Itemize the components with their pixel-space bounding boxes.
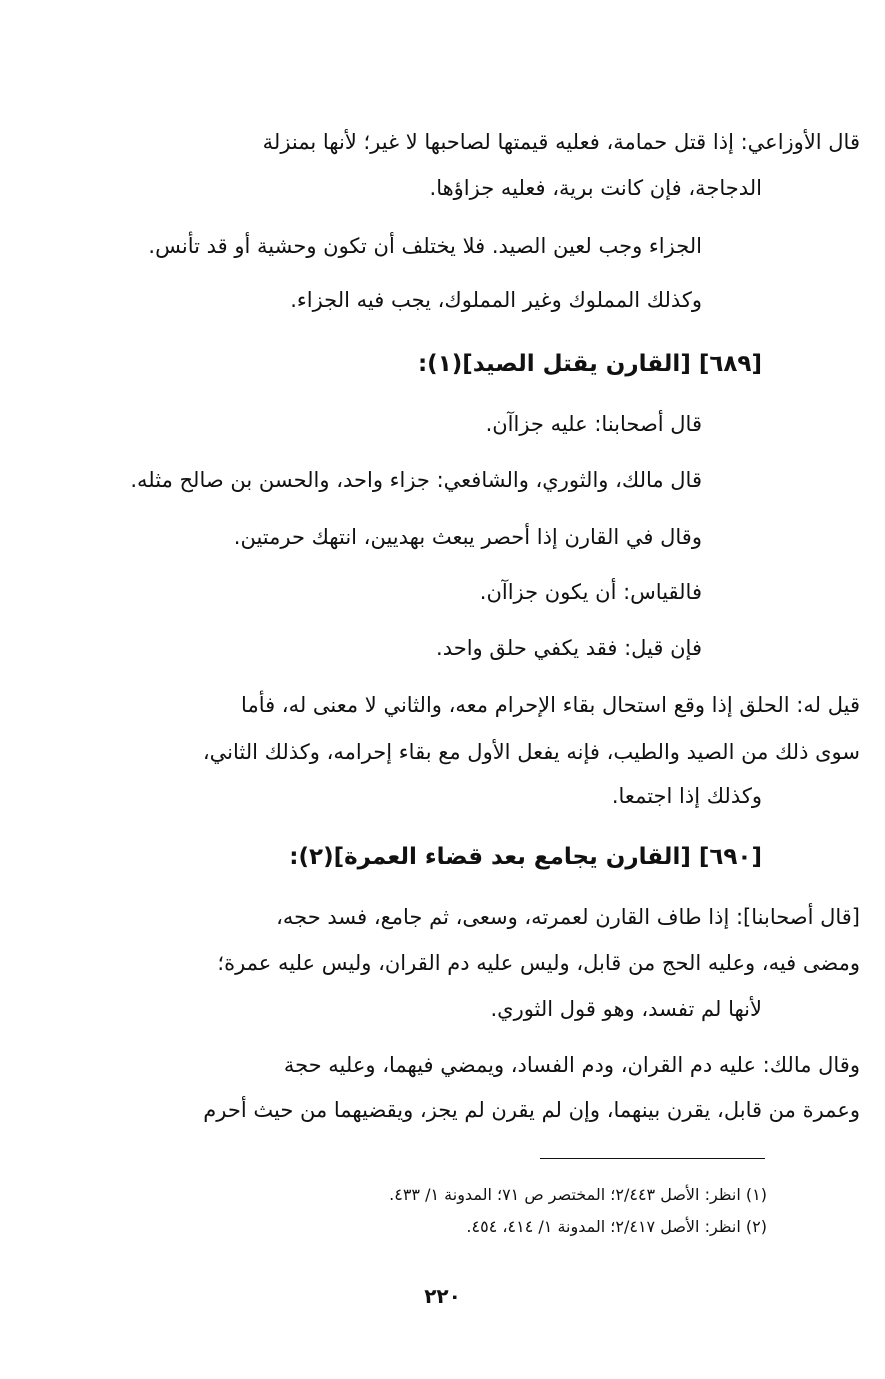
footnote: (٢) انظر: الأصل ٢/٤١٧؛ المدونة ١/ ٤١٤، ٤٥٤. bbox=[466, 1217, 767, 1236]
section-heading: [٦٩٠] [القارن يجامع بعد قضاء العمرة](٢): bbox=[289, 844, 762, 870]
paragraph-line: الدجاجة، فإن كانت برية، فعليه جزاؤها. bbox=[429, 176, 762, 200]
paragraph-line: قيل له: الحلق إذا وقع استحال بقاء الإحرام معه، والثاني لا معنى له، فأما bbox=[241, 693, 860, 717]
paragraph-line: وكذلك إذا اجتمعا. bbox=[611, 784, 762, 808]
paragraph-line: قال أصحابنا: عليه جزاآن. bbox=[485, 412, 702, 436]
footnote-divider bbox=[540, 1158, 765, 1159]
paragraph-line: وعمرة من قابل، يقرن بينهما، وإن لم يقرن لم يجز، ويقضيهما من حيث أحرم bbox=[203, 1098, 860, 1122]
paragraph-line: [قال أصحابنا]: إذا طاف القارن لعمرته، وسعى، ثم جامع، فسد حجه، bbox=[276, 905, 860, 929]
paragraph-line: الجزاء وجب لعين الصيد. فلا يختلف أن تكون وحشية أو قد تأنس. bbox=[148, 234, 702, 258]
paragraph-line: وقال مالك: عليه دم القران، ودم الفساد، ويمضي فيهما، وعليه حجة bbox=[283, 1053, 860, 1077]
section-heading: [٦٨٩] [القارن يقتل الصيد](١): bbox=[417, 351, 762, 377]
paragraph-line: ومضى فيه، وعليه الحج من قابل، وليس عليه دم القران، وليس عليه عمرة؛ bbox=[217, 951, 860, 975]
paragraph-line: قال مالك، والثوري، والشافعي: جزاء واحد، والحسن بن صالح مثله. bbox=[130, 468, 702, 492]
paragraph-line: قال الأوزاعي: إذا قتل حمامة، فعليه قيمتها لصاحبها لا غير؛ لأنها بمنزلة bbox=[262, 130, 860, 154]
paragraph-line: فإن قيل: فقد يكفي حلق واحد. bbox=[436, 636, 702, 660]
paragraph-line: فالقياس: أن يكون جزاآن. bbox=[479, 580, 702, 604]
page-number: ٢٢٠ bbox=[424, 1284, 461, 1308]
paragraph-line: سوى ذلك من الصيد والطيب، فإنه يفعل الأول مع بقاء إحرامه، وكذلك الثاني، bbox=[202, 740, 860, 764]
paragraph-line: لأنها لم تفسد، وهو قول الثوري. bbox=[490, 997, 762, 1021]
paragraph-line: وكذلك المملوك وغير المملوك، يجب فيه الجزاء. bbox=[290, 288, 702, 312]
paragraph-line: وقال في القارن إذا أحصر يبعث بهديين، انتهك حرمتين. bbox=[233, 525, 702, 549]
footnote: (١) انظر: الأصل ٢/٤٤٣؛ المختصر ص ٧١؛ المدونة ١/ ٤٣٣. bbox=[389, 1185, 767, 1204]
